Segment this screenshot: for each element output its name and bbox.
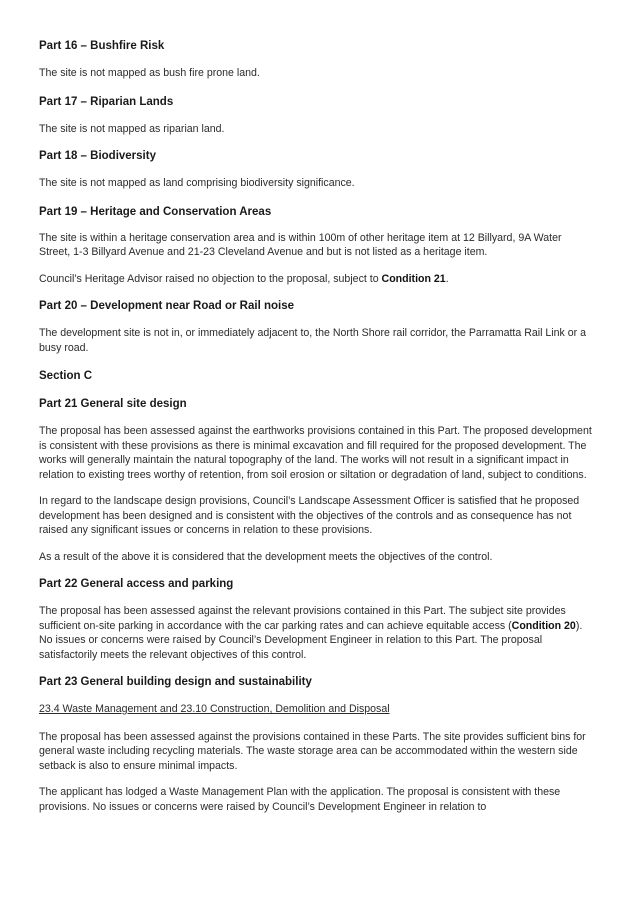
part18-heading: Part 18 – Biodiversity [39,150,156,162]
part23-heading: Part 23 General building design and sustainability [39,676,312,688]
part21-body-3: As a result of the above it is considered that the development meets the objectives of the control. [39,550,493,563]
condition-21-reference: Condition 21 [381,272,446,285]
part19-body-2-end: . [445,272,449,285]
part23-body-1: The proposal has been assessed against the provisions contained in these Parts. The site provides sufficient bins for general waste including recycling materials. The waste storage area can be accommodated within the western side setback is also to ensure minimal impacts. [39,730,586,772]
condition-20-reference: Condition 20 [511,619,576,632]
part21-heading: Part 21 General site design [39,398,187,410]
section-c-heading: Section C [39,370,93,382]
part22-body-text: The proposal has been assessed against the relevant provisions contained in this Part. The subject site provides sufficient on-site parking in accordance with the car parking rates and can achieve equitable access ( [39,605,566,632]
part19-body-2-text: Council’s Heritage Advisor raised no objection to the proposal, subject to [39,272,382,285]
part22-body [39,604,595,662]
part16-heading: Part 16 – Bushfire Risk [39,40,165,52]
part17-heading: Part 17 – Riparian Lands [39,95,174,108]
part17-body: The site is not mapped as riparian land. [39,122,225,135]
part16-body: The site is not mapped as bush fire prone land. [39,67,260,79]
part19-body-1: The site is within a heritage conservation area and is within 100m of other heritage item at 12 Billyard, 9A Water Street, 1-3 Billyard Avenue and 21-23 Cleveland Avenue and but is not listed as a heritage item. [39,231,562,258]
part21-body-2: In regard to the landscape design provisions, Council’s Landscape Assessment Officer is satisfied that he proposed development has been designed and is consistent with the objectives of the controls and as consequence has not raised any significant issues or concerns in relation to these provisions. [39,495,580,536]
part19-heading: Part 19 – Heritage and Conservation Areas [39,205,272,218]
part22-heading: Part 22 General access and parking [39,578,234,590]
part21-body-1: The proposal has been assessed against the earthworks provisions contained in this Part. The proposed development is consistent with these provisions as there is minimal excavation and fill required for the proposed development. The works will generally maintain the natural topography of the land. The works will not result in a significant impact in relation to existing trees worthy of retention, from soil erosion or siltation or degradation of land, subject to conditions. [39,425,592,481]
part20-heading: Part 20 – Development near Road or Rail noise [39,300,294,312]
part23-subheading: 23.4 Waste Management and 23.10 Construction, Demolition and Disposal [39,703,390,715]
part22-body-end: ). No issues or concerns were raised by Council’s Development Engineer in relation to this Part. The proposal satisfactorily meets the relevant objectives of this control. [39,619,583,661]
part20-body: The development site is not in, or immediately adjacent to, the North Shore rail corridor, the Parramatta Rail Link or a busy road. [39,327,587,354]
document-page [39,38,595,814]
part18-body: The site is not mapped as land comprising biodiversity significance. [39,177,355,189]
part19-body-2 [39,272,595,287]
part23-body-2: The applicant has lodged a Waste Management Plan with the application. The proposal is consistent with these provisions. No issues or concerns were raised by Council’s Development Engineer in relation to [39,786,561,813]
